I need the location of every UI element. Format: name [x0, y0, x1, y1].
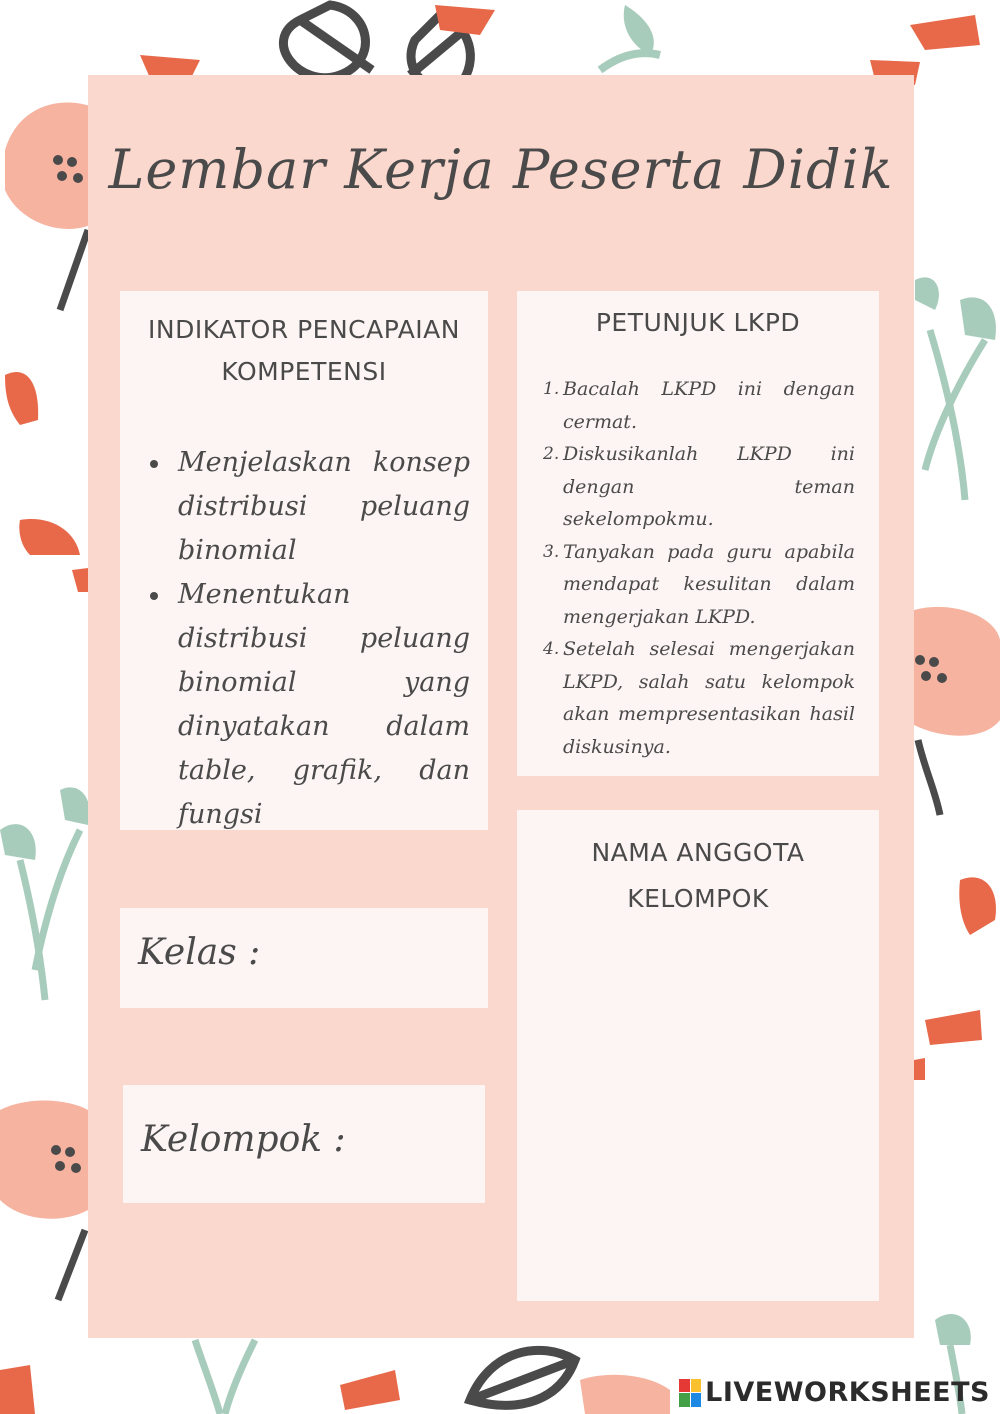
petal-icon [5, 372, 38, 425]
item-number: 2. [543, 444, 560, 464]
stem-icon [195, 1340, 220, 1414]
list-item [543, 633, 855, 763]
flower-icon [580, 1375, 670, 1414]
item-text: Bacalah LKPD ini dengan cermat. [563, 378, 855, 433]
petal-icon [72, 568, 88, 592]
leaf-icon [0, 787, 90, 860]
stem-icon [925, 340, 985, 470]
item-text: Tanyakan pada guru apabila mendapat kesulitan dalam mengerjakan LKPD. [563, 540, 855, 628]
petal-icon [959, 877, 996, 935]
kelompok-field[interactable] [123, 1085, 485, 1203]
anggota-heading: NAMA ANGGOTA KELOMPOK [591, 838, 805, 913]
stem-icon [35, 830, 80, 970]
petal-icon [340, 1370, 400, 1410]
leaf-icon [470, 1350, 575, 1405]
item-number: 3. [543, 541, 560, 562]
brand-text: LIVEWORKSHEETS [705, 1377, 990, 1408]
anggota-field[interactable] [517, 810, 879, 1301]
kelas-field[interactable] [120, 908, 488, 1008]
item-number: 1. [543, 379, 560, 399]
item-text: Diskusikanlah LKPD ini dengan teman sekelompokmu. [563, 443, 855, 530]
flower-icon [914, 607, 1000, 815]
leaf-icon [283, 5, 372, 78]
liveworksheets-icon [679, 1379, 701, 1407]
flower-icon [0, 1101, 88, 1300]
stem-icon [225, 1340, 255, 1414]
petunjuk-heading: PETUNJUK LKPD [595, 308, 801, 337]
indikator-heading: INDIKATOR PENCAPAIAN KOMPETENSI [148, 315, 460, 386]
petal-icon [19, 519, 80, 555]
leaf-icon [935, 1314, 971, 1345]
petunjuk-box [517, 291, 879, 776]
leaf-icon [915, 277, 996, 340]
page-title: Lembar Kerja Peserta Didik [108, 138, 894, 201]
flower-icon [5, 103, 100, 310]
list-item [543, 373, 855, 438]
petal-icon [925, 1010, 982, 1045]
indikator-list [142, 441, 470, 837]
list-item: Menentukan distribusi peluang binomial yang dinyatakan dalam table, grafik, dan fungsi [142, 573, 470, 837]
brand-logo [679, 1377, 990, 1408]
stem-icon [600, 53, 660, 70]
list-item [543, 536, 855, 634]
petunjuk-list [543, 373, 855, 763]
petal-icon [0, 1365, 35, 1414]
item-number: 4. [543, 639, 560, 659]
indikator-box [120, 291, 488, 830]
list-item: Menjelaskan konsep distribusi peluang binomial [142, 441, 470, 573]
item-text: Setelah selesai mengerjakan LKPD, salah satu kelompok akan mempresentasikan hasil diskusinya. [563, 638, 855, 758]
petal-icon [435, 5, 495, 35]
kelas-label: Kelas : [138, 932, 261, 973]
petal-icon [910, 15, 980, 50]
petal-icon [914, 1058, 925, 1080]
leaf-icon [624, 5, 654, 55]
list-item [543, 438, 855, 536]
kelompok-label: Kelompok : [141, 1119, 346, 1160]
